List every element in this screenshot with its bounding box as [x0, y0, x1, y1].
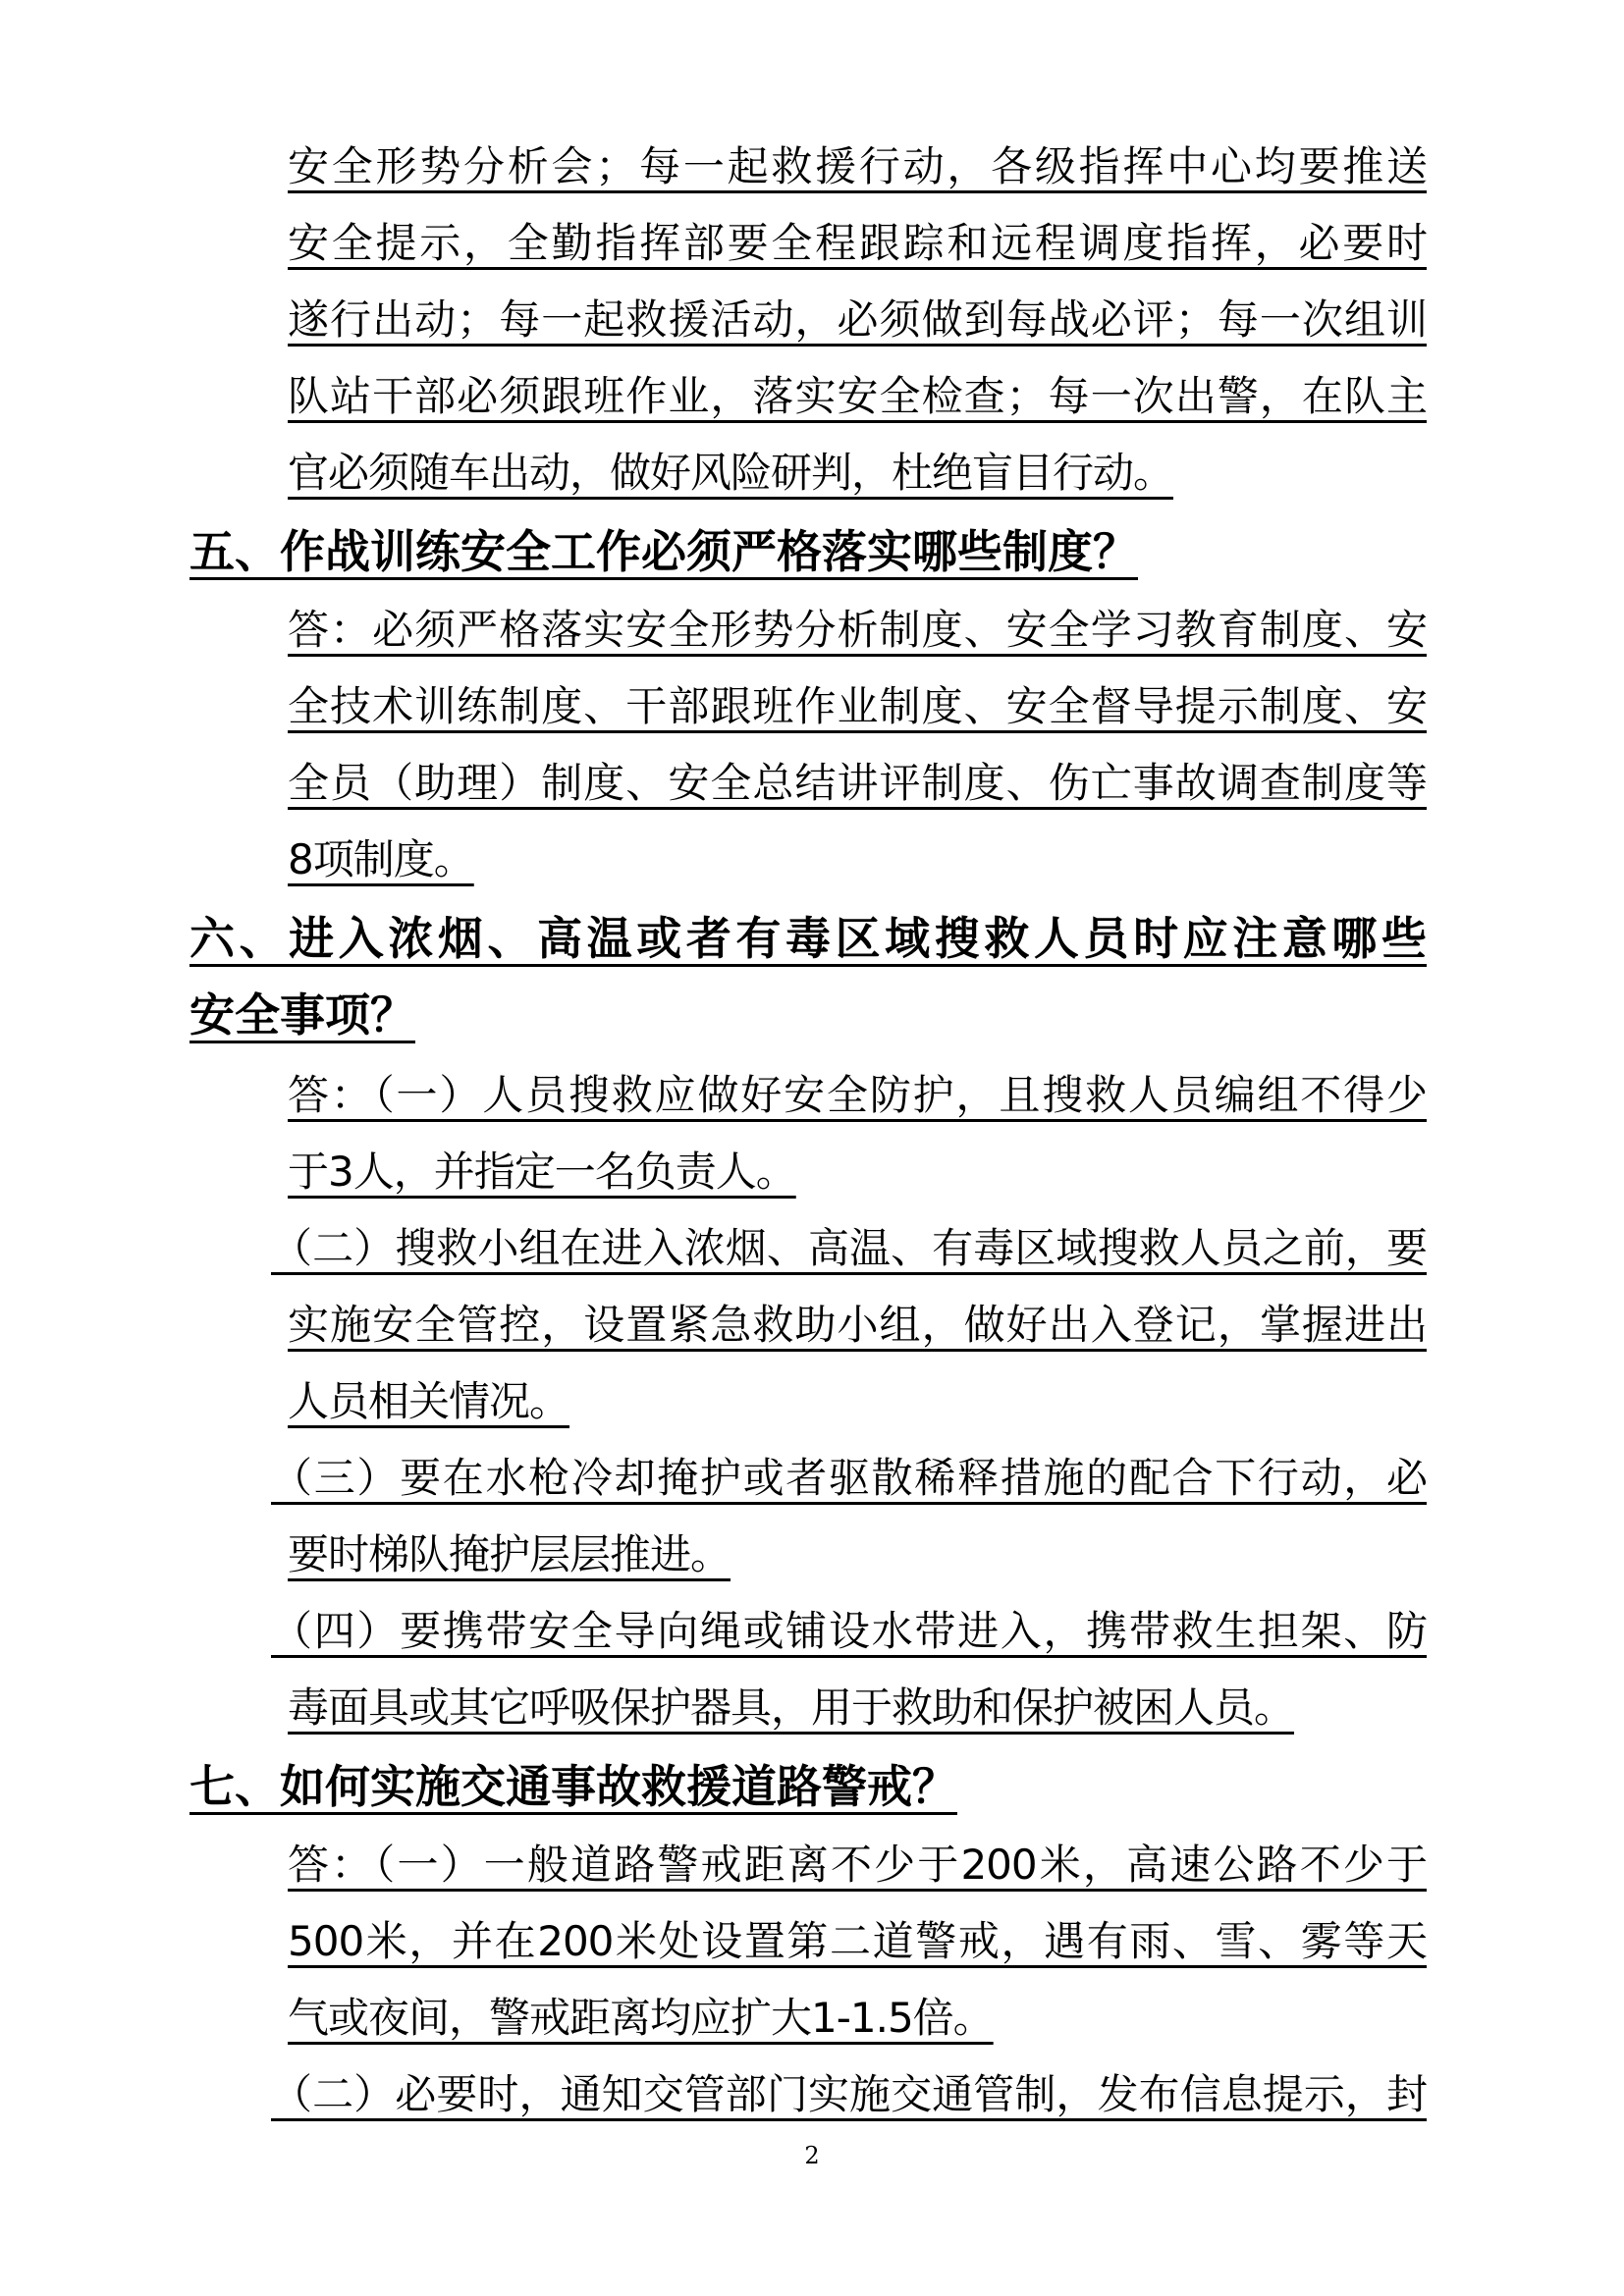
paragraph-line: 毒面具或其它呼吸保护器具，用于救助和保护被困人员。: [288, 1683, 1295, 1732]
paragraph-line: 全员（助理）制度、安全总结讲评制度、伤亡事故调查制度等: [288, 759, 1427, 807]
paragraph-line: 气或夜间，警戒距离均应扩大1-1.5倍。: [288, 1994, 994, 2042]
paragraph-line: （二）搜救小组在进入浓烟、高温、有毒区域搜救人员之前，要: [271, 1224, 1427, 1272]
section-heading-6: 六、进入浓烟、高温或者有毒区域搜救人员时应注意哪些: [189, 912, 1427, 965]
paragraph-line: （三）要在水枪冷却掩护或者驱散稀释措施的配合下行动，必: [271, 1454, 1427, 1502]
section-heading-7: 七、如何实施交通事故救援道路警戒？: [189, 1760, 957, 1813]
paragraph-line: 实施安全管控，设置紧急救助小组，做好出入登记，掌握进出: [288, 1301, 1427, 1349]
paragraph-line: 全技术训练制度、干部跟班作业制度、安全督导提示制度、安: [288, 682, 1427, 730]
paragraph-line: 答：必须严格落实安全形势分析制度、安全学习教育制度、安: [288, 606, 1427, 654]
paragraph-line: 答：（一）人员搜救应做好安全防护，且搜救人员编组不得少: [288, 1071, 1427, 1119]
paragraph-line: （四）要携带安全导向绳或铺设水带进入，携带救生担架、防: [271, 1607, 1427, 1655]
paragraph-line: 安全提示，全勤指挥部要全程跟踪和远程调度指挥，必要时: [288, 219, 1427, 267]
paragraph-line: 人员相关情况。: [288, 1377, 570, 1425]
paragraph-line: 安全形势分析会；每一起救援行动，各级指挥中心均要推送: [288, 142, 1427, 190]
section-heading-6-cont: 安全事项？: [189, 988, 415, 1041]
paragraph-line: 答：（一）一般道路警戒距离不少于200米，高速公路不少于: [288, 1841, 1427, 1889]
paragraph-line: 8项制度。: [288, 835, 474, 883]
paragraph-line: 500米，并在200米处设置第二道警戒，遇有雨、雪、雾等天: [288, 1917, 1427, 1965]
paragraph-line: 队站干部必须跟班作业，落实安全检查；每一次出警，在队主: [288, 372, 1427, 420]
paragraph-line: 于3人，并指定一名负责人。: [288, 1148, 796, 1196]
paragraph-line: 官必须随车出动，做好风险研判，杜绝盲目行动。: [288, 449, 1174, 497]
paragraph-line: 要时梯队掩护层层推进。: [288, 1530, 731, 1578]
page-number: 2: [804, 2142, 820, 2169]
paragraph-line: 遂行出动；每一起救援活动，必须做到每战必评；每一次组训: [288, 295, 1427, 344]
section-heading-5: 五、作战训练安全工作必须严格落实哪些制度？: [189, 525, 1138, 578]
paragraph-line: （二）必要时，通知交管部门实施交通管制，发布信息提示，封: [271, 2070, 1427, 2118]
